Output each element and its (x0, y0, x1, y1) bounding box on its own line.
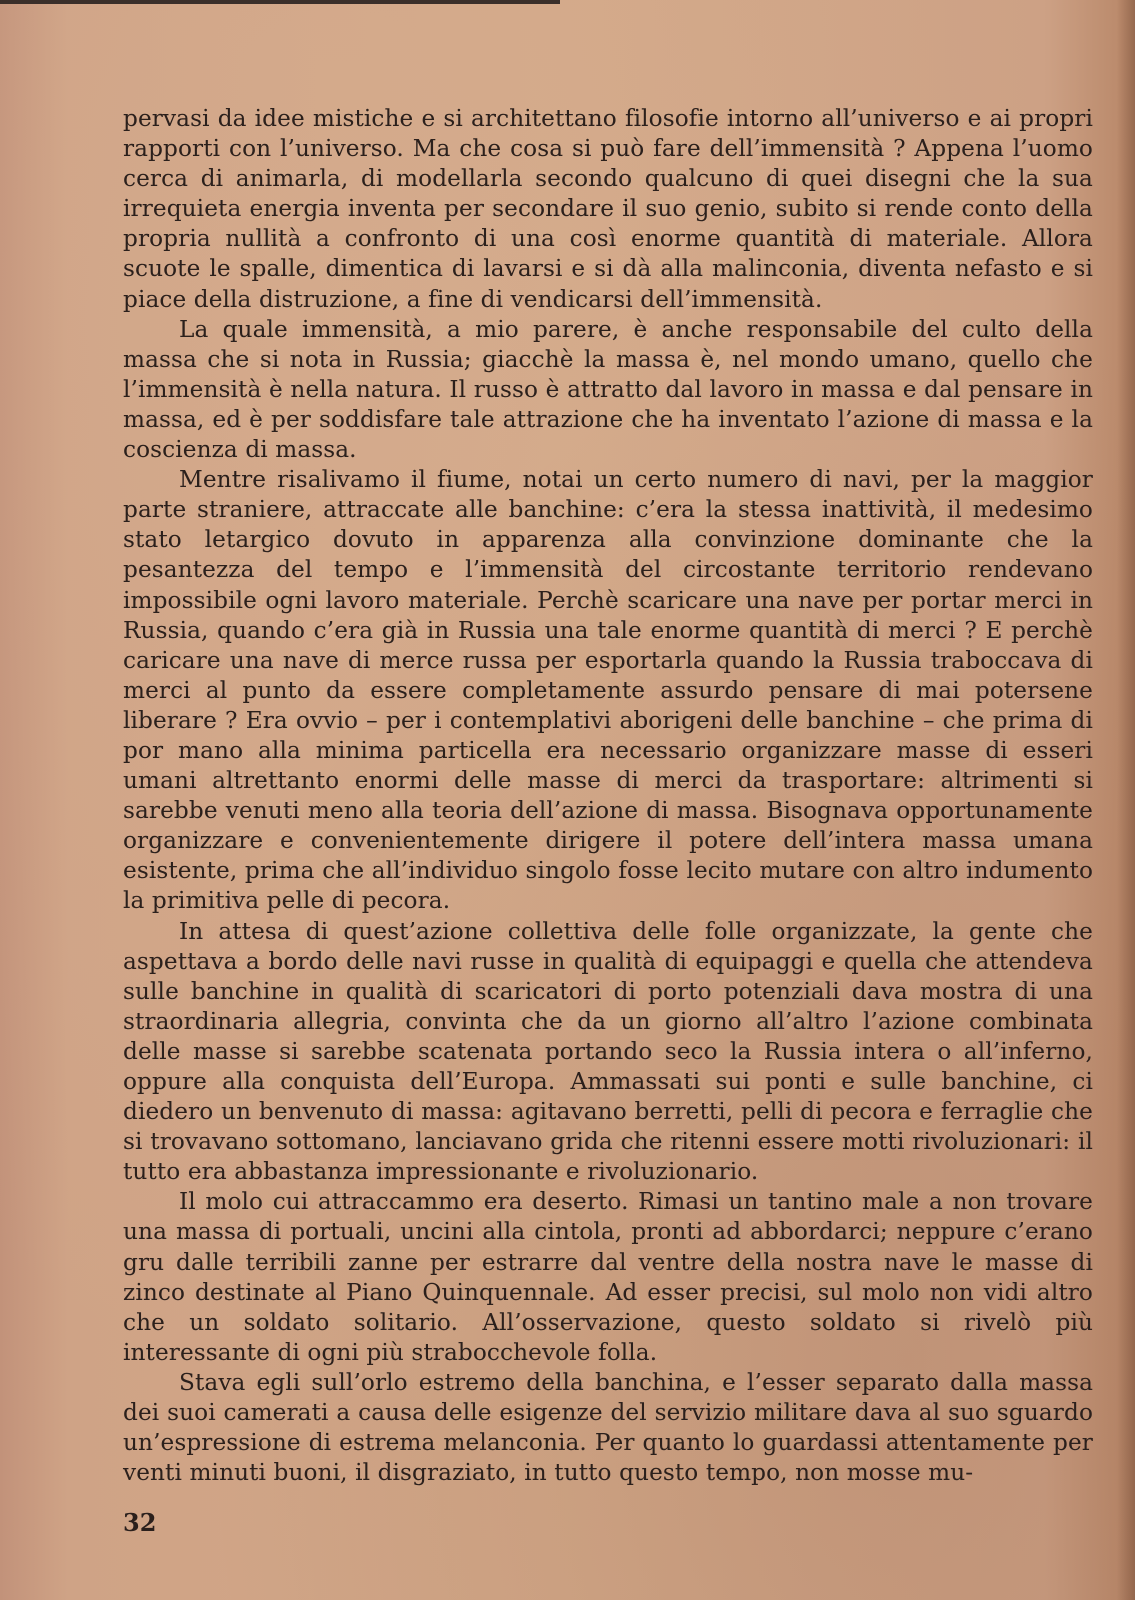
paragraph: La quale immensità, a mio parere, è anche responsabile del culto della massa che si nota in Russia; giacchè la massa è, nel mondo umano, quello che l’immensità è nella natura. Il russo è attratto dal lavoro in massa e dal pensare in massa, ed è per soddisfare tale attrazione che ha inventato l’azione di massa e la coscienza di massa. (123, 315, 1093, 464)
paragraph: pervasi da idee mistiche e si architettano filosofie intorno all’universo e ai propri rapporti con l’universo. Ma che cosa si può fare dell’immensità ? Appena l’uomo cerca di animarla, di modellarla secondo qualcuno di quei disegni che la sua irrequieta energia inventa per secondare il suo genio, subito si rende conto della propria nullità a confronto di una così enorme quantità di materiale. Allora scuote le spalle, dimentica di lavarsi e si dà alla malinconia, diventa nefasto e si piace della distruzione, a fine di vendicarsi dell’immensità. (123, 105, 1093, 313)
paragraph: Stava egli sull’orlo estremo della banchina, e l’esser separato dalla massa dei suoi camerati a causa delle esigenze del servizio militare dava al suo sguardo un’espressione di estrema melanconia. Per quanto lo guardassi attentamente per venti minuti buoni, il disgraziato, in tutto questo tempo, non mosse mu- (123, 1368, 1093, 1487)
paragraph: Mentre risalivamo il fiume, notai un certo numero di navi, per la maggior parte straniere, attraccate alle banchine: c’era la stessa inattività, il medesimo stato letargico dovuto in apparenza alla convinzione dominante che la pesantezza del tempo e l’immensità del circostante territorio rendevano impossibile ogni lavoro materiale. Perchè scaricare una nave per portar merci in Russia, quando c’era già in Russia una tale enorme quantità di merci ? E perchè caricare una nave di merce russa per esportarla quando la Russia traboccava di merci al punto da essere completamente assurdo pensare di mai potersene liberare ? Era ovvio – per i contemplativi aborigeni delle banchine – che prima di por mano alla minima particella era necessario organizzare masse di esseri umani altrettanto enormi delle masse di merci da trasportare: altrimenti si sarebbe venuti meno alla teoria dell’azione di massa. Bisognava opportunamente organizzare e convenientemente dirigere il potere dell’intera massa umana esistente, prima che all’individuo singolo fosse lecito mutare con altro indumento la primitiva pelle di pecora. (123, 466, 1093, 915)
paragraph: Il molo cui attraccammo era deserto. Rimasi un tantino male a non trovare una massa di portuali, uncini alla cintola, pronti ad abbordarci; neppure c’erano gru dalle terribili zanne per estrarre dal ventre della nostra nave le masse di zinco destinate al Piano Quinquennale. Ad esser precisi, sul molo non vidi altro che un soldato solitario. All’osservazione, questo soldato si rivelò più interessante di ogni più strabocchevole folla. (123, 1188, 1093, 1366)
page-edge-shadow (1117, 0, 1135, 1600)
page-number: 32 (123, 1508, 157, 1537)
paragraph: In attesa di quest’azione collettiva delle folle organizzate, la gente che aspettava a bordo delle navi russe in qualità di equipaggi e quella che attendeva sulle banchine in qualità di scaricatori di porto potenziali dava mostra di una straordinaria allegria, convinta che da un giorno all’altro l’azione combinata delle masse si sarebbe scatenata portando seco la Russia intera o all’inferno, oppure alla conquista dell’Europa. Ammassati sui ponti e sulle banchine, ci diedero un benvenuto di massa: agitavano berretti, pelli di pecora e ferraglie che si trovavano sottomano, lanciavano grida che ritenni essere motti rivoluzionari: il tutto era abbastanza impressionante e rivoluzionario. (123, 917, 1093, 1186)
body-text (123, 104, 1093, 1488)
page-top-edge (0, 0, 560, 4)
